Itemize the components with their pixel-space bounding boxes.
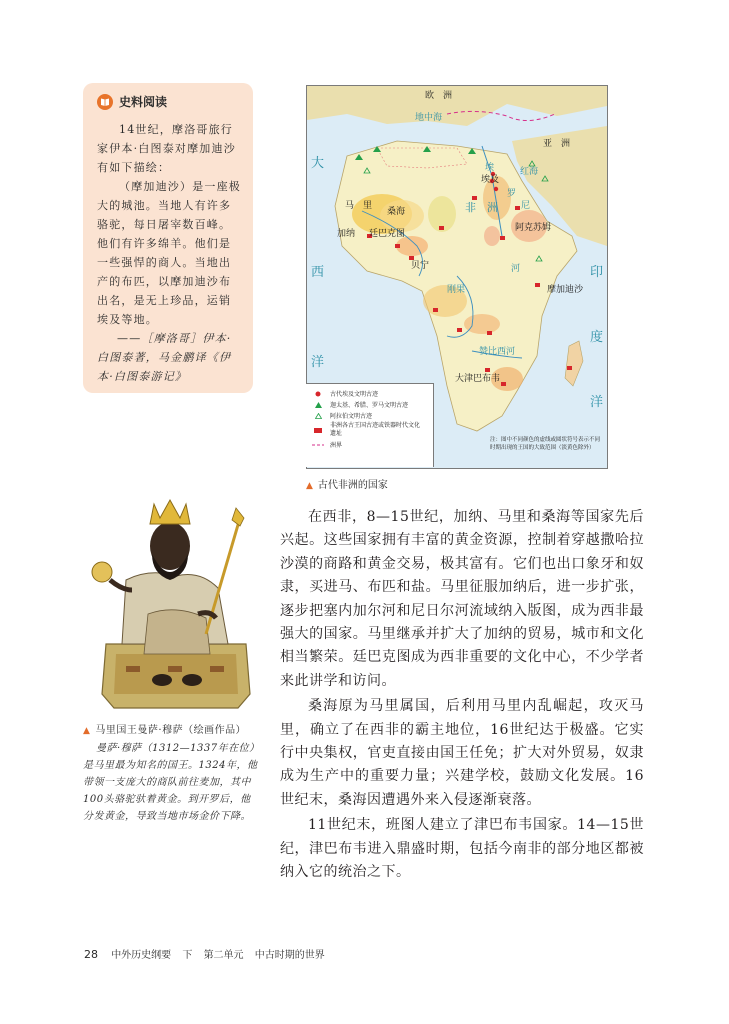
paragraph-zimbabwe: 11世纪末，班图人建立了津巴布韦国家。14—15世纪，津巴布韦进入鼎盛时期，包括今南非的部分地区都被纳入它的统治之下。 xyxy=(280,817,644,881)
map-label-africa: 非 洲 xyxy=(465,201,498,214)
mansa-musa-image xyxy=(88,494,264,716)
green-triangle-icon xyxy=(312,402,324,408)
map-label-atlantic-2: 西 xyxy=(311,265,325,280)
legend-label: 阿拉伯文明古迹 xyxy=(330,413,373,420)
paragraph-west-africa: 在西非，8—15世纪，加纳、马里和桑海等国家先后兴起。这些国家拥有丰富的黄金资源，控制着穿越撒哈拉沙漠的商路和黄金交易，极其富有。它们也出口象牙和奴隶，买进马、布匹和盐。马里征服加纳后，进一步扩张，逐步把塞内加尔河和尼日尔河流域纳入版图，成为西非最强大的国家。马里继承并扩大了加纳的贸易，城市和文化相当繁荣。廷巴克图成为西非重要的文化中心，不少学者来此讲学和访问。 xyxy=(280,509,644,689)
map-label-mali: 马 里 xyxy=(345,201,373,211)
map-legend xyxy=(306,383,434,467)
paragraph-songhai: 桑海原为马里属国，后利用马里内乱崛起，攻灭马里，确立了在西非的霸主地位，16世纪达于极盛。它实行中央集权，官吏直接由国王任免；扩大对外贸易，奴隶成为生产中的重要力量；兴建学校，鼓励文化发展。16世纪末，桑海因遭遇外来入侵逐渐衰落。 xyxy=(280,698,644,808)
map-label-zimbabwe: 大津巴布韦 xyxy=(455,374,501,384)
book-volume: 下 xyxy=(182,950,193,961)
caption-triangle-icon: ▲ xyxy=(83,726,91,736)
king-caption-title-line xyxy=(83,722,259,740)
map-note: 注：图中不同颜色的虚线或圆状符号表示不同时期出现的王国的大致范围（淡黄色除外） xyxy=(490,437,601,451)
legend-label: 古代埃及文明古迹 xyxy=(330,391,379,398)
green-outline-triangle-icon xyxy=(312,413,324,419)
map-label-zone: 埃 xyxy=(485,163,495,173)
map-label-mediterranean: 地中海 xyxy=(415,113,443,123)
legend-row xyxy=(312,439,429,450)
map-label-red-sea: 红海 xyxy=(520,167,539,177)
legend-label: 迦太基、希腊、罗马文明古迹 xyxy=(330,402,409,409)
source-reading-box xyxy=(83,83,253,393)
map-caption xyxy=(306,476,388,491)
map-caption-text: 古代非洲的国家 xyxy=(317,480,388,491)
unit-number: 第二单元 xyxy=(203,950,244,961)
page-number: 28 xyxy=(84,948,98,961)
legend-row xyxy=(312,421,429,439)
map-label-congo: 刚果 xyxy=(447,285,466,295)
source-reading-citation: ——［摩洛哥］伊本·白图泰著，马金鹏译《伊本·白图泰游记》 xyxy=(97,332,232,383)
map-label-zambezi: 赞比西河 xyxy=(479,347,516,357)
map-label-egypt: 埃及 xyxy=(481,175,500,185)
map-label-benin: 贝宁 xyxy=(411,261,430,271)
legend-label: 非洲各古王国古迹或铁器时代文化遗址 xyxy=(330,422,421,437)
map-label-river: 河 xyxy=(511,264,521,274)
book-icon xyxy=(97,94,113,110)
king-caption-title: 马里国王曼萨·穆萨（绘画作品） xyxy=(95,725,247,736)
map-label-nile: 尼 xyxy=(521,201,531,211)
dashed-line-icon xyxy=(312,443,324,447)
map-label-timbuktu: 廷巴克图 xyxy=(369,229,406,239)
source-reading-title: 史料阅读 xyxy=(119,95,168,109)
map-label-atlantic-1: 大 xyxy=(311,156,325,171)
map-label-ghana: 加纳 xyxy=(337,229,356,239)
map-label-river-2: 罗 xyxy=(507,189,517,199)
caption-triangle-icon: ▲ xyxy=(306,481,313,491)
mansa-musa-painting xyxy=(88,494,264,716)
legend-row xyxy=(312,399,429,410)
map-label-europe: 欧 洲 xyxy=(425,91,453,101)
map-label-asia: 亚 洲 xyxy=(543,139,571,149)
red-rect-icon xyxy=(312,428,324,433)
page-footer xyxy=(84,946,333,961)
map-label-atlantic-3: 洋 xyxy=(311,355,325,370)
book-title: 中外历史纲要 xyxy=(111,950,172,961)
legend-row xyxy=(312,410,429,421)
legend-row xyxy=(312,388,429,399)
legend-label: 洲界 xyxy=(330,442,343,449)
source-reading-header xyxy=(97,93,243,110)
map-label-mogadishu: 摩加迪沙 xyxy=(547,285,584,295)
map-label-indian-3: 洋 xyxy=(590,395,604,410)
king-caption xyxy=(83,722,259,825)
source-reading-intro: 14世纪，摩洛哥旅行家伊本·白图泰对摩加迪沙有如下描绘： xyxy=(97,123,236,174)
main-text xyxy=(280,506,644,885)
king-caption-text: 曼萨·穆萨（1312—1337年在位）是马里最为知名的国王。1324年，他带领一支庞大的商队前往麦加，其中100头骆驼驮着黄金。到开罗后，他分发黄金，导致当地市场金价下降。 xyxy=(83,743,258,822)
map-label-songhai: 桑海 xyxy=(387,207,406,217)
map-label-indian-1: 印 xyxy=(590,265,604,280)
source-reading-quote: （摩加迪沙）是一座极大的城池。当地人有许多骆驼，每日屠宰数百峰。他们有许多绵羊。他们是一些强悍的商人。当地出产的布匹，以摩加迪沙布出名，是无上珍品，运销埃及等地。 xyxy=(97,180,241,326)
map-label-aksum: 阿克苏姆 xyxy=(515,223,552,233)
map-label-indian-2: 度 xyxy=(590,330,604,345)
red-dot-icon xyxy=(312,391,324,397)
unit-title: 中古时期的世界 xyxy=(254,950,325,961)
